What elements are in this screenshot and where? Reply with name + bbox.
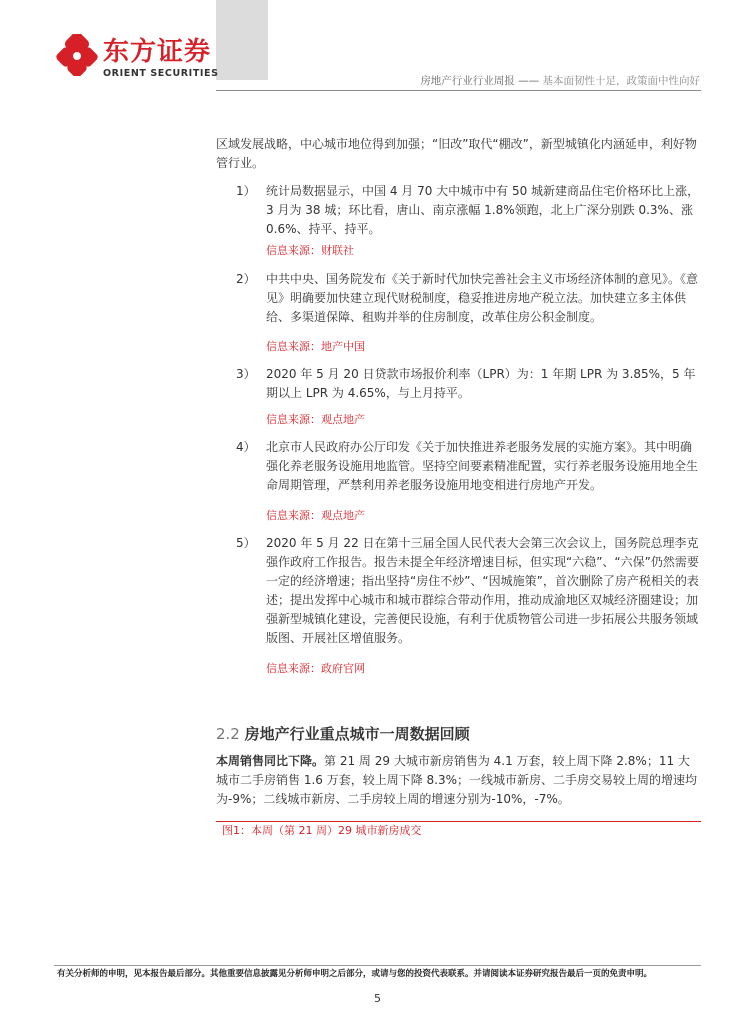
section-heading [216,724,470,744]
footer-disclaimer: 有关分析师的申明，见本报告最后部分。其他重要信息披露见分析师申明之后部分，或请与您的投资代表联系。并请阅读本证券研究报告最后一页的免责申明。 [57,969,653,979]
header-gray-bar [216,0,268,80]
item-source-2: 信息来源：地产中国 [266,340,365,353]
news-item-2 [236,270,702,327]
item-number: 2） [236,272,256,286]
item-text: 北京市人民政府办公厅印发《关于加快推进养老服务发展的实施方案》。其中明确强化养老服务设施用地监管。坚持空间要素精准配置，实行养老服务设施用地全生命周期管理，严禁利用养老服务设施用地变相进行房地产开发。 [266,440,699,492]
news-item-1 [236,182,702,239]
footer-divider [54,965,701,966]
report-subtitle: 基本面韧性十足，政策面中性向好 [542,75,700,87]
item-text: 2020 年 5 月 20 日贷款市场报价利率（LPR）为：1 年期 LPR 为 3.85%，5 年期以上 LPR 为 4.65%，与上月持平。 [266,367,696,400]
item-text: 2020 年 5 月 22 日在第十三届全国人民代表大会第三次会议上，国务院总理李克强作政府工作报告。报告未提全年经济增速目标，但实现“六稳”、“六保”仍然需要一定的经济增速；指出坚持“房住不炒”、“因城施策”，首次删除了房产税相关的表述；提出发挥中心城市和城市群综合带动作用，推动成渝地区双城经济圈建设；加强新型城镇化建设，完善便民设施，有利于优质物管公司进一步拓展公共服务领域版图、开展社区增值服务。 [266,536,699,645]
summary-text: 第 21 周 29 大城市新房销售为 4.1 万套，较上周下降 2.8%；11 大城市二手房销售 1.6 万套，较上周下降 8.3%；一线城市新房、二手房交易较上周的增速均为-9%；二线城市新房、二手房较上周的增速分别为-10%，-7%。 [216,754,698,806]
item-number: 1） [236,184,256,198]
item-text: 统计局数据显示，中国 4 月 70 大中城市中有 50 城新建商品住宅价格环比上涨，3 月为 38 城；环比看，唐山、南京涨幅 1.8%领跑，北上广深分别跌 0.3%、涨 0.6%、持平、持平。 [266,184,700,236]
summary-lead: 本周销售同比下降。 [216,754,325,768]
section-title-text: 房地产行业重点城市一周数据回顾 [244,725,470,743]
news-item-5 [236,534,702,648]
logo-english-name: ORIENT SECURITIES [103,68,219,79]
item-number: 4） [236,440,256,454]
item-source-3: 信息来源：观点地产 [266,413,365,426]
item-source-1: 信息来源：财联社 [266,244,354,257]
item-source-5: 信息来源：政府官网 [266,662,365,675]
weekly-summary-paragraph [216,752,701,809]
logo-chinese-name: 东方证券 [103,37,212,67]
item-number: 5） [236,536,256,550]
orient-securities-logo-icon [56,34,98,76]
intro-paragraph: 区域发展战略，中心城市地位得到加强；“旧改”取代“棚改”，新型城镇化内涵延申，利好物管行业。 [216,137,697,170]
figure-divider [216,821,701,822]
item-text: 中共中央、国务院发布《关于新时代加快完善社会主义市场经济体制的意见》。《意见》明确要加快建立现代财税制度，稳妥推进房地产税立法。加快建立多主体供给、多渠道保障、租购并举的住房制度，改革住房公积金制度。 [266,272,699,324]
item-source-4: 信息来源：观点地产 [266,509,365,522]
figure-caption: 图1：本周（第 21 周）29 城市新房成交 [222,824,422,837]
page-number: 5 [374,992,381,1005]
news-item-4 [236,438,702,495]
section-number: 2.2 [216,725,240,743]
report-title-main: 房地产行业行业周报 —— [420,75,543,87]
news-item-3 [236,365,702,403]
report-title [420,75,700,88]
header-divider [216,90,701,91]
item-number: 3） [236,367,256,381]
